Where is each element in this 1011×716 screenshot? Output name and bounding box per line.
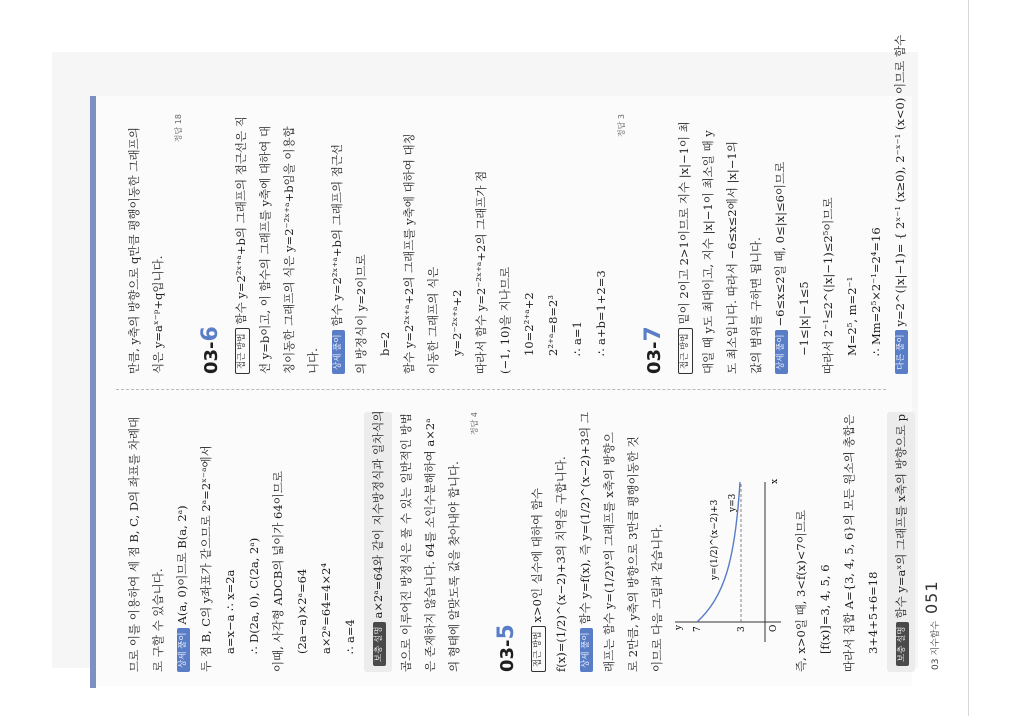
section-tag: 보충 설명 (373, 622, 386, 666)
answer-label: 정답 18 (174, 114, 183, 143)
section-tag: 상세 풀이 (177, 628, 190, 672)
tagged-line (170, 412, 194, 672)
equation-line: 2²⁺ᵃ=8=2³ (546, 295, 560, 356)
tagged-line (887, 412, 915, 672)
graph-origin-label: O (769, 624, 779, 632)
text-line: 즉, x>0일 때, 3<f(x)<7이므로 (794, 510, 808, 672)
center-gutter (968, 0, 969, 716)
text-line: 만큼, y축의 방향으로 q만큼 평행이동한 그래프의 (127, 127, 141, 374)
text-line: 니다. (306, 348, 320, 374)
footer-page-number: 051 (922, 580, 941, 614)
problem-index: 7 (641, 326, 666, 342)
text-line: 이동한 그래프의 식은 (426, 266, 440, 374)
equation-line: ∴ a=1 (570, 321, 584, 356)
graph-tick-7: 7 (693, 626, 703, 632)
text-line: 선 y=b이고, 이 함수의 그래프를 y축에 대하여 대 (258, 125, 272, 374)
equation-line: M=2⁵, m=2⁻¹ (845, 276, 859, 356)
footer-rotated (914, 96, 954, 686)
text-line: 따라서 2⁻¹≤2^(|x|−1)≤2⁵이므로 (821, 197, 835, 374)
graph-y-axis-label: y (674, 624, 684, 630)
section-tag: 접근 방법 (235, 328, 250, 374)
text-line: 이므로 다음 그림과 같습니다. (650, 524, 664, 672)
tagged-text: 함수 y=2²ˣ⁺ᵃ+b의 그래프의 점근선 (330, 143, 344, 327)
section-tag: 보충 설명 (896, 622, 909, 666)
text-line: 로 2만큼, y축의 방향으로 3만큼 평행이동한 것 (626, 436, 640, 672)
equation-line: 10=2²⁺ᵃ+2 (522, 292, 536, 356)
equation-line: 3+4+5+6=18 (866, 571, 880, 654)
equation-line: [f(x)]=3, 4, 5, 6 (818, 564, 832, 654)
rotated-page (96, 34, 912, 686)
tagged-text: y=2^(|x|−1)= { 2ˣ⁻¹ (x≥0), 2⁻ˣ⁻¹ (x<0) 이므로 함수 (893, 34, 907, 327)
text-line: 의 형태에 알맞도록 값을 찾아내야 합니다. (447, 461, 461, 672)
column-divider (116, 388, 886, 390)
equation-line: y=2⁻²ˣ⁺ᵃ+2 (450, 289, 464, 356)
problem-prefix: 03- (644, 341, 665, 374)
left-column (122, 410, 908, 672)
tagged-line (229, 114, 253, 374)
right-column (122, 34, 907, 374)
equation-line: b=2 (378, 331, 392, 356)
problem-index: 5 (494, 624, 519, 640)
text-line: 따라서 집합 A={3, 4, 5, 6}의 모든 원소의 총합은 (842, 414, 856, 672)
tagged-line (672, 114, 696, 374)
text-line: 이때, 사각형 ADCB의 넓이가 64이므로 (271, 471, 285, 672)
text-line: f(x)=(1/2)^(x−2)+3의 치역을 구합니다. (554, 456, 568, 672)
graph-container (669, 412, 789, 672)
page-frame (96, 34, 912, 686)
tagged-line (364, 412, 392, 672)
problem-prefix: 03- (201, 341, 222, 374)
text-line: 도 최소입니다. 따라서 −6≤x≤2에서 |x|−1의 (725, 141, 739, 374)
tagged-text: 밑이 2이고 2>1이므로 지수 |x|−1이 최 (677, 121, 691, 325)
text-line: 므로 이를 이용하여 세 점 B, C, D의 좌표를 차례대 (127, 416, 141, 672)
tagged-text: x>0인 실수에 대하여 함수 (530, 488, 544, 623)
section-tag: 상세 풀이 (580, 628, 593, 672)
problem-number (490, 412, 525, 672)
equation-line: ∴ Mm=2⁵×2⁻¹=2⁴=16 (869, 227, 883, 356)
graph-asymptote-label: y=3 (728, 493, 738, 512)
text-line: 값의 범위를 구하면 됩니다. (749, 237, 763, 374)
text-line: 의 방정식이 y=2이므로 (354, 254, 368, 374)
text-line: 두 점 B, C의 y좌표가 같으므로 2ᵃ=2ˣ⁻ᵃ에서 (199, 445, 213, 672)
equation-line: a=x−a ∴ x=2a (223, 569, 237, 654)
text-line: 칭이동한 그래프의 식은 y=2⁻²ˣ⁺ᵃ+b임을 이용합 (282, 126, 296, 374)
problem-index: 6 (198, 326, 223, 342)
problem-number (194, 114, 229, 374)
tagged-text: a×2ᵃ=64와 같이 지수방정식과 일차식의 (371, 410, 385, 619)
answer-label: 정답 3 (617, 114, 626, 138)
text-line: 함수 y=2²ˣ⁺ᵃ+2의 그래프를 y축에 대하여 대칭 (402, 133, 416, 374)
equation-line: a×2ᵃ=64=4×2⁴ (319, 562, 333, 654)
equation-line: −1≤|x|−1≤5 (797, 281, 811, 356)
section-tag: 접근 방법 (678, 328, 693, 374)
problem-number (637, 114, 672, 374)
equation-line: ∴ D(2a, 0), C(2a, 2ᵃ) (247, 537, 261, 654)
equation-line: ∴ a=4 (343, 619, 357, 654)
text-line: (−1, 10)을 지나므로 (498, 266, 512, 374)
answer-label: 정답 4 (470, 412, 479, 436)
footer-chapter: 03 지수함수 (931, 620, 941, 670)
exponential-graph (669, 472, 785, 652)
text-line: 로 구할 수 있습니다. (151, 568, 165, 672)
graph-x-axis-label: x (770, 478, 780, 484)
text-line: 따라서 함수 y=2⁻²ˣ⁺ᵃ+2의 그래프가 점 (474, 170, 488, 374)
tagged-text: −6≤x≤2일 때, 0≤|x|≤6이므로 (773, 161, 787, 327)
equation-line: ∴ a+b=1+2=3 (594, 270, 608, 356)
tagged-line (888, 34, 912, 374)
tagged-line (573, 412, 597, 672)
equation-line: (2a−a)×2ᵃ=64 (295, 568, 309, 654)
section-tag: 상세 풀이 (775, 330, 788, 374)
graph-tick-3: 3 (737, 626, 747, 632)
section-tag: 다른 풀이 (895, 330, 908, 374)
text-line: 래프는 함수 y=(1/2)ˣ의 그래프를 x축의 방향으 (602, 432, 616, 672)
problem-prefix: 03- (497, 639, 518, 672)
graph-curve-label: y=(1/2)^(x−2)+3 (710, 499, 720, 580)
tagged-text: 함수 y=aˣ의 그래프를 x축의 방향으로 p (894, 414, 908, 619)
tagged-line (525, 412, 549, 672)
tagged-text: 함수 y=2²ˣ⁺ᵃ+b의 그래프의 점근선은 직 (234, 116, 248, 325)
text-line: 대일 때 y도 최대이고, 지수 |x|−1이 최소일 때 y (701, 130, 715, 374)
section-tag: 접근 방법 (531, 626, 546, 672)
tagged-text: 함수 y=f(x), 즉 y=(1/2)^(x−2)+3의 그 (578, 412, 592, 625)
text-line: 은 존재하지 않습니다. 64를 소인수분해하여 a×2ᵃ (423, 418, 437, 672)
page-footer (914, 96, 954, 686)
tagged-text: A(a, 0)이므로 B(a, 2ᵃ) (175, 505, 189, 625)
tagged-line (325, 114, 349, 374)
text-line: 곱으로 이루어진 방정식은 풀 수 있는 일반적인 방법 (399, 413, 413, 672)
text-line: 식은 y=aˣ⁻ᵖ+q입니다. (151, 255, 165, 374)
section-tag: 상세 풀이 (332, 330, 345, 374)
tagged-line (768, 114, 792, 374)
